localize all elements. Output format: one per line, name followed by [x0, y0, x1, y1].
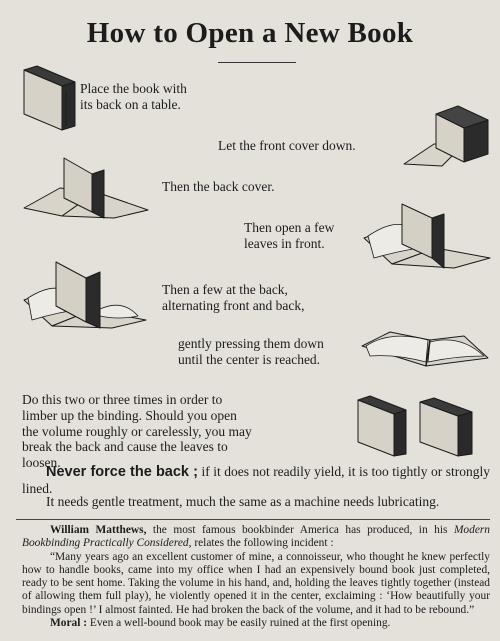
footnote-intro	[22, 524, 490, 551]
closed-book-illustration	[20, 64, 80, 136]
step-2-text: Let the front cover down.	[218, 138, 356, 153]
section-divider	[16, 519, 490, 520]
moral-label: Moral :	[50, 617, 88, 630]
warning-bold: Never force the back ;	[46, 464, 198, 480]
footnote-author: William Matthews,	[50, 524, 147, 536]
open-book-illustration	[360, 326, 492, 372]
page-title: How to Open a New Book	[86, 17, 414, 49]
two-closed-books-illustration	[354, 394, 476, 464]
moral-text: Even a well-bound book may be easily ruined at the first opening.	[87, 617, 391, 630]
step-5-text: Then a few at the back, alternating front and back,	[162, 282, 305, 313]
footnote-intro-end: relates the following incident :	[191, 537, 334, 550]
leaves-at-back-illustration	[22, 258, 152, 332]
footnote-intro-text: the most famous bookbinder America has produced, in his	[146, 524, 454, 536]
footnote-quote: “Many years ago an excellent customer of mine, a connoisseur, who thought he knew perfectly how to handle books, came into my office when I had an expensively bound book just completed, ready to be sent home. Taking the volume in his hand, and, holding the leaves tightly together (instead of allowing them full play), he violently opened it in the center, exclaiming : ‘How beautifully your bindings open !’ I almost fainted. He had broken the back of the volume, and it had to be rebound.”	[22, 550, 490, 616]
step-4-text: Then open a few leaves in front.	[244, 220, 335, 251]
advice-paragraph: Do this two or three times in order to limber up the binding. Should you open the volume roughly or carelessly, you may break the back and cause the leaves to loosen.	[22, 392, 252, 471]
step-1-text: Place the book with its back on a table.	[80, 81, 187, 112]
back-cover-down-illustration	[22, 152, 154, 224]
footnote-book-title: Modern Bookbinding Practically Considered,	[22, 524, 491, 550]
step-3-text: Then the back cover.	[162, 179, 275, 194]
front-cover-down-illustration	[402, 104, 492, 170]
title-underline	[218, 62, 296, 63]
leaves-in-front-illustration	[362, 200, 494, 272]
warning-paragraph	[22, 464, 490, 496]
warning-rest: if it does not readily yield, it is too tightly or strongly lined.	[22, 464, 490, 496]
footnote-moral	[22, 617, 490, 630]
step-6-text: gently pressing them down until the center is reached.	[178, 336, 324, 367]
footnote	[22, 524, 490, 630]
gentle-paragraph: It needs gentle treatment, much the same as a machine needs lubricating.	[46, 494, 440, 509]
